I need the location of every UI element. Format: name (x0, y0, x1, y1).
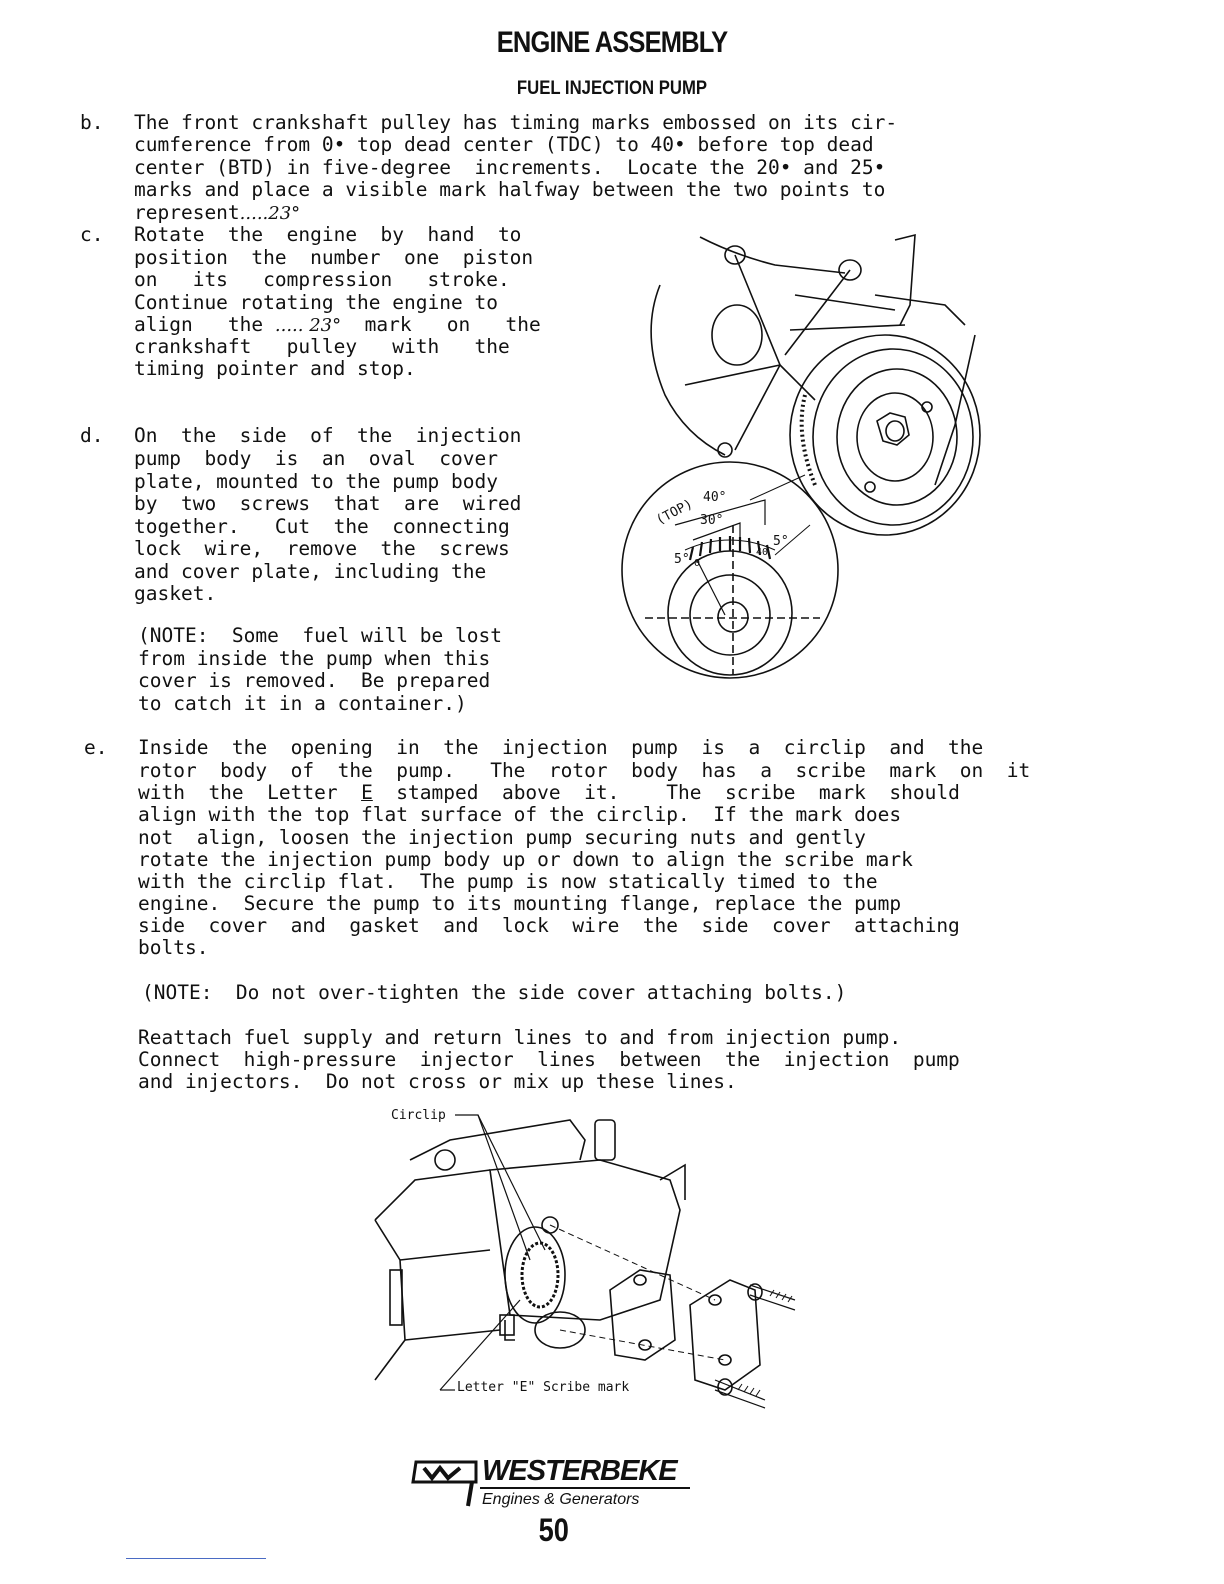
step-d-line: and cover plate, including the (134, 560, 487, 583)
step-e-line: Inside the opening in the injection pump is a circlip and the (138, 736, 984, 759)
step-d-line: lock wire, remove the screws (134, 537, 510, 560)
step-b-prefix: represent (134, 201, 240, 224)
step-c-line: timing pointer and stop. (134, 357, 416, 380)
page-title: ENGINE ASSEMBLY (496, 26, 728, 59)
scribe-mark-label: Letter "E" Scribe mark (457, 1380, 630, 1395)
brand-tagline: Engines & Generators (482, 1491, 640, 1508)
step-d-line: by two screws that are wired (134, 492, 522, 515)
step-e-label: e. (84, 736, 108, 759)
step-e-line: with the circlip flat. The pump is now statically timed to the (138, 870, 878, 893)
step-e-line: not align, loosen the injection pump securing nuts and gently (138, 826, 866, 849)
step-b-label: b. (80, 111, 104, 134)
step-b-line: marks and place a visible mark halfway between the two points to (134, 178, 886, 201)
step-c-line: position the number one piston (134, 246, 534, 269)
pulley-label-5deg-left: 5° (674, 552, 690, 567)
pulley-label-top: (TOP) (653, 496, 696, 529)
step-e-line: rotate the injection pump body up or down to align the scribe mark (138, 848, 913, 871)
step-e-line3-prefix: with the Letter (138, 781, 362, 804)
step-c-line: Continue rotating the engine to (134, 291, 498, 314)
step-d-line: gasket. (134, 582, 217, 605)
step-e-line (138, 782, 960, 804)
step-e-line: bolts. (138, 936, 209, 959)
brand-name: WESTERBEKE (482, 1455, 677, 1487)
step-c-label: c. (80, 223, 104, 246)
step-e-line: engine. Secure the pump to its mounting flange, replace the pump (138, 892, 902, 915)
step-c-align-prefix: align the (134, 313, 275, 336)
step-e-line: side cover and gasket and lock wire the side cover attaching (138, 914, 960, 937)
reattach-line: Connect high-pressure injector lines between the injection pump (138, 1048, 960, 1071)
step-e-note: (NOTE: Do not over-tighten the side cover attaching bolts.) (142, 981, 847, 1004)
pulley-label-30deg: 30° (700, 513, 724, 528)
circlip-label: Circlip (391, 1108, 446, 1123)
step-d-note-line: (NOTE: Some fuel will be lost (138, 624, 502, 647)
step-d-line: pump body is an oval cover (134, 447, 498, 470)
step-b-handwritten-value: .....23° (239, 203, 301, 224)
step-c-line: crankshaft pulley with the (134, 335, 510, 358)
step-d-note-line: to catch it in a container.) (138, 692, 467, 715)
step-b-line: center (BTD) in five-degree increments. Locate the 20• and 25• (134, 156, 886, 179)
step-d-note-line: cover is removed. Be prepared (138, 669, 491, 692)
step-d-label: d. (80, 424, 104, 447)
step-c-line: on its compression stroke. (134, 268, 510, 291)
step-e-line3-suffix: stamped above it. The scribe mark should (372, 781, 960, 804)
brand-underline (480, 1487, 690, 1489)
reattach-line: and injectors. Do not cross or mix up these lines. (138, 1070, 737, 1093)
pulley-label-zero: 0 (694, 558, 701, 569)
section-subtitle: FUEL INJECTION PUMP (516, 78, 708, 99)
westerbeke-logo-mark (410, 1456, 480, 1508)
step-c-handwritten-value: ..... 23° (274, 315, 342, 336)
page-number: 50 (538, 1512, 569, 1548)
step-b-line: cumference from 0• top dead center (TDC) to 40• before top dead (134, 133, 874, 156)
step-d-line: On the side of the injection (134, 424, 522, 447)
injection-pump-figure (370, 1100, 810, 1410)
step-d-line: together. Cut the connecting (134, 515, 510, 538)
step-e-letter-e: E (361, 781, 373, 804)
footer-rule (126, 1558, 266, 1559)
step-c-line: Rotate the engine by hand to (134, 223, 522, 246)
step-e-line: rotor body of the pump. The rotor body has a scribe mark on it (138, 759, 1031, 782)
step-b-line: The front crankshaft pulley has timing marks embossed on its cir- (134, 111, 898, 134)
pulley-label-40deg: 40° (703, 490, 727, 505)
pulley-label-5deg-right: 5° (773, 534, 789, 549)
step-d-line: plate, mounted to the pump body (134, 470, 498, 493)
reattach-line: Reattach fuel supply and return lines to and from injection pump. (138, 1026, 902, 1049)
crankshaft-pulley-figure (615, 225, 995, 695)
step-c-align-line (134, 314, 541, 337)
step-e-line: align with the top flat surface of the circlip. If the mark does (138, 803, 902, 826)
step-d-note-line: from inside the pump when this (138, 647, 491, 670)
step-c-align-suffix: mark on the (341, 313, 541, 336)
step-b-line-last (134, 202, 300, 225)
pulley-label-forty: 40 (756, 547, 769, 558)
